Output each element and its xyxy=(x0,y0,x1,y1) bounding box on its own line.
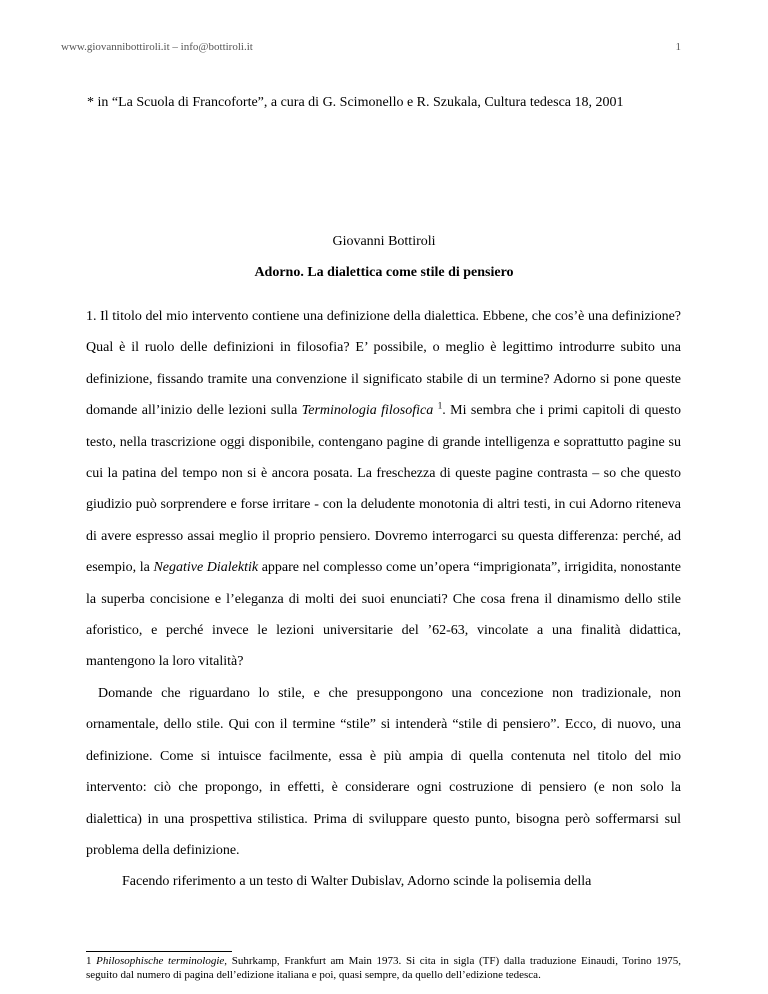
footnote-divider xyxy=(86,951,232,952)
footnote-number: 1 xyxy=(86,955,92,967)
source-note: * in “La Scuola di Francoforte”, a cura di G. Scimonello e R. Szukala, Cultura tedesca 18, 2001 xyxy=(87,95,624,110)
paragraph-2: Domande che riguardano lo stile, e che presuppongono una concezione non tradizionale, non ornamentale, dello stile. Qui con il termine “stile” si intenderà “stile di pensiero”. Ecco, di nuovo, una definizione. Come si intuisce facilmente, essa è più ampia di quella contenuta nel titolo del mio intervento: ciò che propongo, in effetti, è considerare ogni costruzione di pensiero (e non solo la dialettica) in una prospettiva stilistica. Prima di sviluppare questo punto, bisogna però soffermarsi sul problema della definizione. xyxy=(86,685,681,858)
paragraph-1 xyxy=(86,301,681,678)
body-text xyxy=(86,301,681,898)
running-header xyxy=(61,41,681,53)
paragraph-1-italic-a: Terminologia filosofica xyxy=(301,403,434,419)
paragraph-1-italic-b: Negative Dialektik xyxy=(153,560,259,576)
header-site: www.giovannibottiroli.it – info@bottiroli.it xyxy=(61,41,253,53)
footnote-reference[interactable]: 1 xyxy=(437,400,443,411)
paragraph-1-b: . Mi sembra che i primi capitoli di questo testo, nella trascrizione oggi disponibile, contengano pagine di grande intelligenza e soprattutto pagine su cui la patina del tempo non si è ancora posata. La freschezza di queste pagine contrasta – so che questo giudizio può sorprendere e forse irritare - con la deludente monotonia di altri testi, in cui Adorno riteneva di avere espresso assai meglio il proprio pensiero. Dovremo interrogarci su questa differenza: perché, ad esempio, la xyxy=(86,403,682,576)
author-name: Giovanni Bottiroli xyxy=(332,234,436,249)
paragraph-1-a: 1. Il titolo del mio intervento contiene una definizione della dialettica. Ebbene, che cos’è una definizione? Qual è il ruolo delle definizioni in filosofia? E’ possibile, o meglio è legittimo introdurre subito una definizione, fissando tramite una convenzione il significato stabile di un termine? Adorno si pone queste domande all’inizio delle lezioni sulla xyxy=(86,309,681,419)
footnote-italic: Philosophische terminologie xyxy=(96,955,225,967)
page-number: 1 xyxy=(675,41,681,53)
footnote xyxy=(86,954,681,982)
paper-title: Adorno. La dialettica come stile di pensiero xyxy=(254,265,514,280)
paragraph-1-c: appare nel complesso come un’opera “imprigionata”, irrigidita, nonostante la superba concisione e l’eleganza di molti dei suoi enunciati? Che cosa frena il dinamismo dello stile aforistico, e perché invece le lezioni universitarie del ’62-63, vincolate a una finalità didattica, mantengono la loro vitalità? xyxy=(86,560,682,670)
footnote-text: , Suhrkamp, Frankfurt am Main 1973. Si cita in sigla (TF) dalla traduzione Einaudi, Torino 1975, seguito dal numero di pagina dell’edizione italiana e poi, quasi sempre, da quello dell’edizione tedesca. xyxy=(86,955,682,981)
paragraph-3: Facendo riferimento a un testo di Walter Dubislav, Adorno scinde la polisemia della xyxy=(122,874,592,890)
